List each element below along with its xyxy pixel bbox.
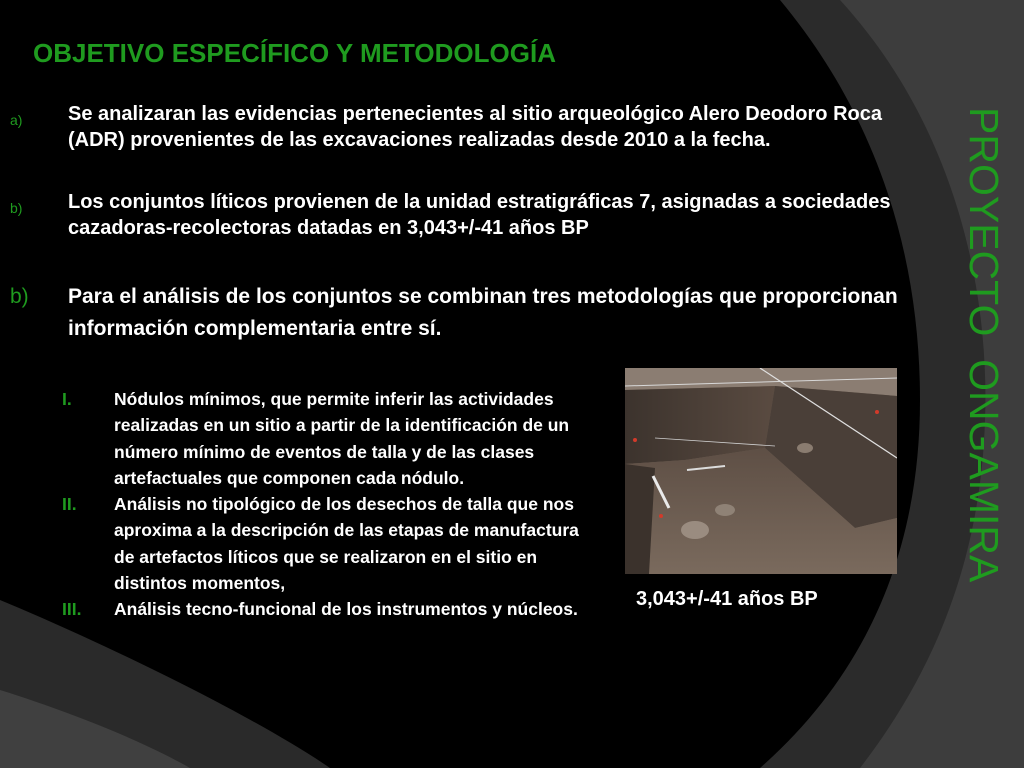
method-text: Análisis tecno-funcional de los instrumentos y núcleos. (114, 599, 578, 620)
paragraph-marker: b) (10, 200, 23, 216)
method-number: II. (62, 494, 77, 515)
methods-list (62, 386, 602, 623)
paragraph-b (10, 189, 940, 241)
method-text: Nódulos mínimos, que permite inferir las actividades realizadas en un sitio a partir de la identificación de un número mínimo de eventos de talla y de las clases artefactuales que componen cada nódulo. (114, 389, 570, 488)
paragraph-a (10, 101, 940, 153)
slide-title: OBJETIVO ESPECÍFICO Y METODOLOGÍA (33, 38, 556, 68)
paragraph-c (10, 281, 940, 345)
vertical-project-title: PROYECTO ONGAMIRA (961, 107, 1007, 583)
excavation-photo (625, 368, 897, 574)
method-text: Análisis no tipológico de los desechos de talla que nos aproxima a la descripción de las etapas de manufactura de artefactos líticos que se realizaron en el sitio en distintos momentos, (114, 494, 579, 594)
paragraph-text: Los conjuntos líticos provienen de la unidad estratigráficas 7, asignadas a sociedades cazadoras-recolectoras datadas en 3,043+/-41 años BP (68, 191, 891, 239)
paragraph-marker: a) (10, 112, 23, 128)
photo-caption: 3,043+/-41 años BP (636, 588, 818, 610)
paragraph-text: Se analizaran las evidencias pertenecientes al sitio arqueológico Alero Deodoro Roca (ADR) provenientes de las excavaciones realizadas desde 2010 a la fecha. (68, 103, 882, 151)
method-item (62, 596, 602, 622)
paragraph-marker: b) (10, 285, 29, 308)
method-number: I. (62, 389, 72, 409)
method-item (62, 386, 602, 491)
paragraph-text: Para el análisis de los conjuntos se combinan tres metodologías que proporcionan información complementaria entre sí. (68, 285, 898, 340)
method-item (62, 491, 602, 596)
method-number: III. (62, 599, 82, 620)
